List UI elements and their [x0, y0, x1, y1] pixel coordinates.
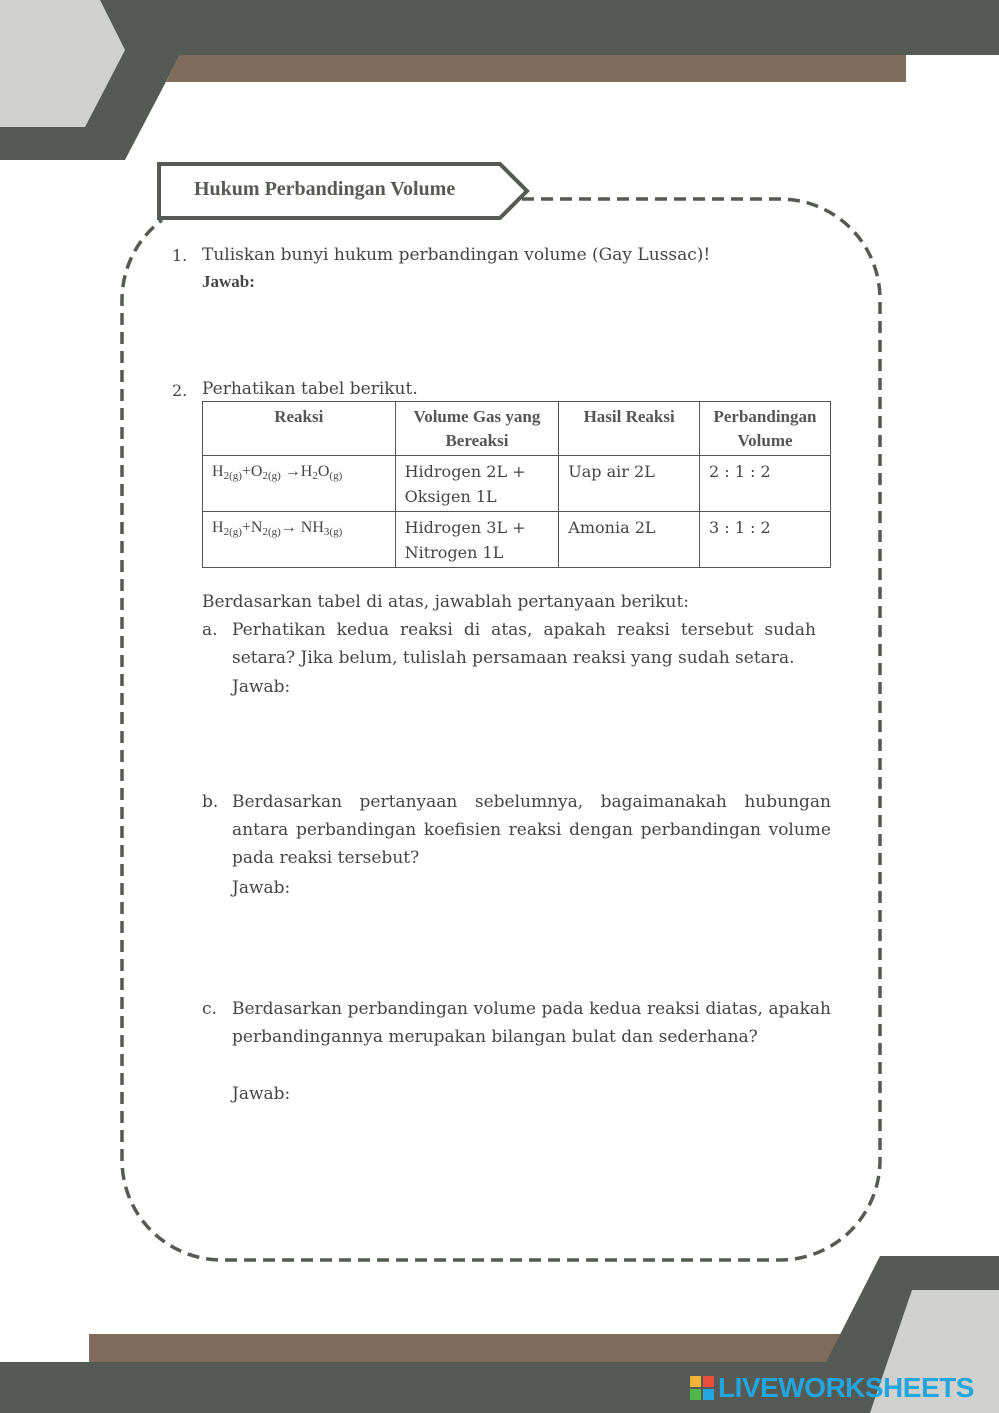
table-header-cell: Hasil Reaksi: [559, 402, 700, 456]
question-2-intro: Berdasarkan tabel di atas, jawablah pertanyaan berikut:: [202, 592, 690, 612]
table-header-cell: Perbandingan Volume: [700, 402, 831, 456]
brand-grid-icon: [690, 1376, 714, 1400]
formula-subscript: (g): [329, 470, 343, 482]
subquestion-a-answer-label: Jawab:: [232, 677, 291, 697]
brand-logo: [690, 1373, 974, 1403]
table-header-cell: Reaksi: [203, 402, 396, 456]
table-row: [203, 456, 831, 512]
result-cell: Amonia 2L: [559, 512, 700, 568]
subquestion-b-text: Berdasarkan pertanyaan sebelumnya, bagaimanakah hubungan antara perbandingan koefisien reaksi dengan perbandingan volume pada reaksi tersebut?: [232, 792, 831, 868]
formula-part: → NH: [280, 519, 324, 536]
subquestion-b-letter: b.: [202, 792, 219, 812]
gas-volume-cell: Hidrogen 2L + Oksigen 1L: [395, 456, 559, 512]
table-row: [203, 512, 831, 568]
ratio-cell: 3 : 1 : 2: [700, 512, 831, 568]
question-1-answer-label: Jawab:: [202, 272, 255, 291]
table-header-row: [203, 402, 831, 456]
reaction-formula-cell: [203, 456, 396, 512]
formula-subscript: 2(g): [223, 526, 242, 538]
subquestion-c-letter: c.: [202, 999, 217, 1019]
top-brown-strip: [166, 55, 906, 82]
reaction-formula-cell: [203, 512, 396, 568]
formula-subscript: 3(g): [323, 526, 343, 538]
brand-name: LIVEWORKSHEETS: [718, 1372, 974, 1403]
formula-part: O: [317, 463, 330, 480]
question-1-text: Tuliskan bunyi hukum perbandingan volume (Gay Lussac)!: [202, 245, 711, 265]
formula-subscript: 2(g): [262, 526, 281, 538]
formula-part: H: [212, 463, 224, 480]
subquestion-c-answer-label: Jawab:: [232, 1084, 291, 1104]
subquestion-a-text: Perhatikan kedua reaksi di atas, apakah reaksi tersebut sudah setara? Jika belum, tulislah persamaan reaksi yang sudah setara.: [232, 620, 816, 668]
formula-subscript: 2(g): [223, 470, 242, 482]
question-1-number: 1.: [172, 246, 188, 265]
section-title: Hukum Perbandingan Volume: [194, 178, 456, 200]
ratio-cell: 2 : 1 : 2: [700, 456, 831, 512]
bottom-brown-strip: [89, 1334, 849, 1362]
gas-volume-cell: Hidrogen 3L + Nitrogen 1L: [395, 512, 559, 568]
formula-part: H: [212, 519, 224, 536]
formula-part: +O: [241, 463, 263, 480]
formula-part: +N: [241, 519, 263, 536]
question-2-number: 2.: [172, 381, 188, 400]
subquestion-b-answer-label: Jawab:: [232, 878, 291, 898]
question-2-text: Perhatikan tabel berikut.: [202, 379, 418, 399]
subquestion-c-text: Berdasarkan perbandingan volume pada kedua reaksi diatas, apakah perbandingannya merupakan bilangan bulat dan sederhana?: [232, 999, 831, 1047]
table-header-cell: Volume Gas yang Bereaksi: [395, 402, 559, 456]
formula-part: →H: [280, 463, 313, 480]
reaction-table: [202, 401, 831, 568]
result-cell: Uap air 2L: [559, 456, 700, 512]
formula-subscript: 2(g): [262, 470, 281, 482]
subquestion-a-letter: a.: [202, 620, 218, 640]
formula-subscript: 2: [312, 470, 318, 482]
